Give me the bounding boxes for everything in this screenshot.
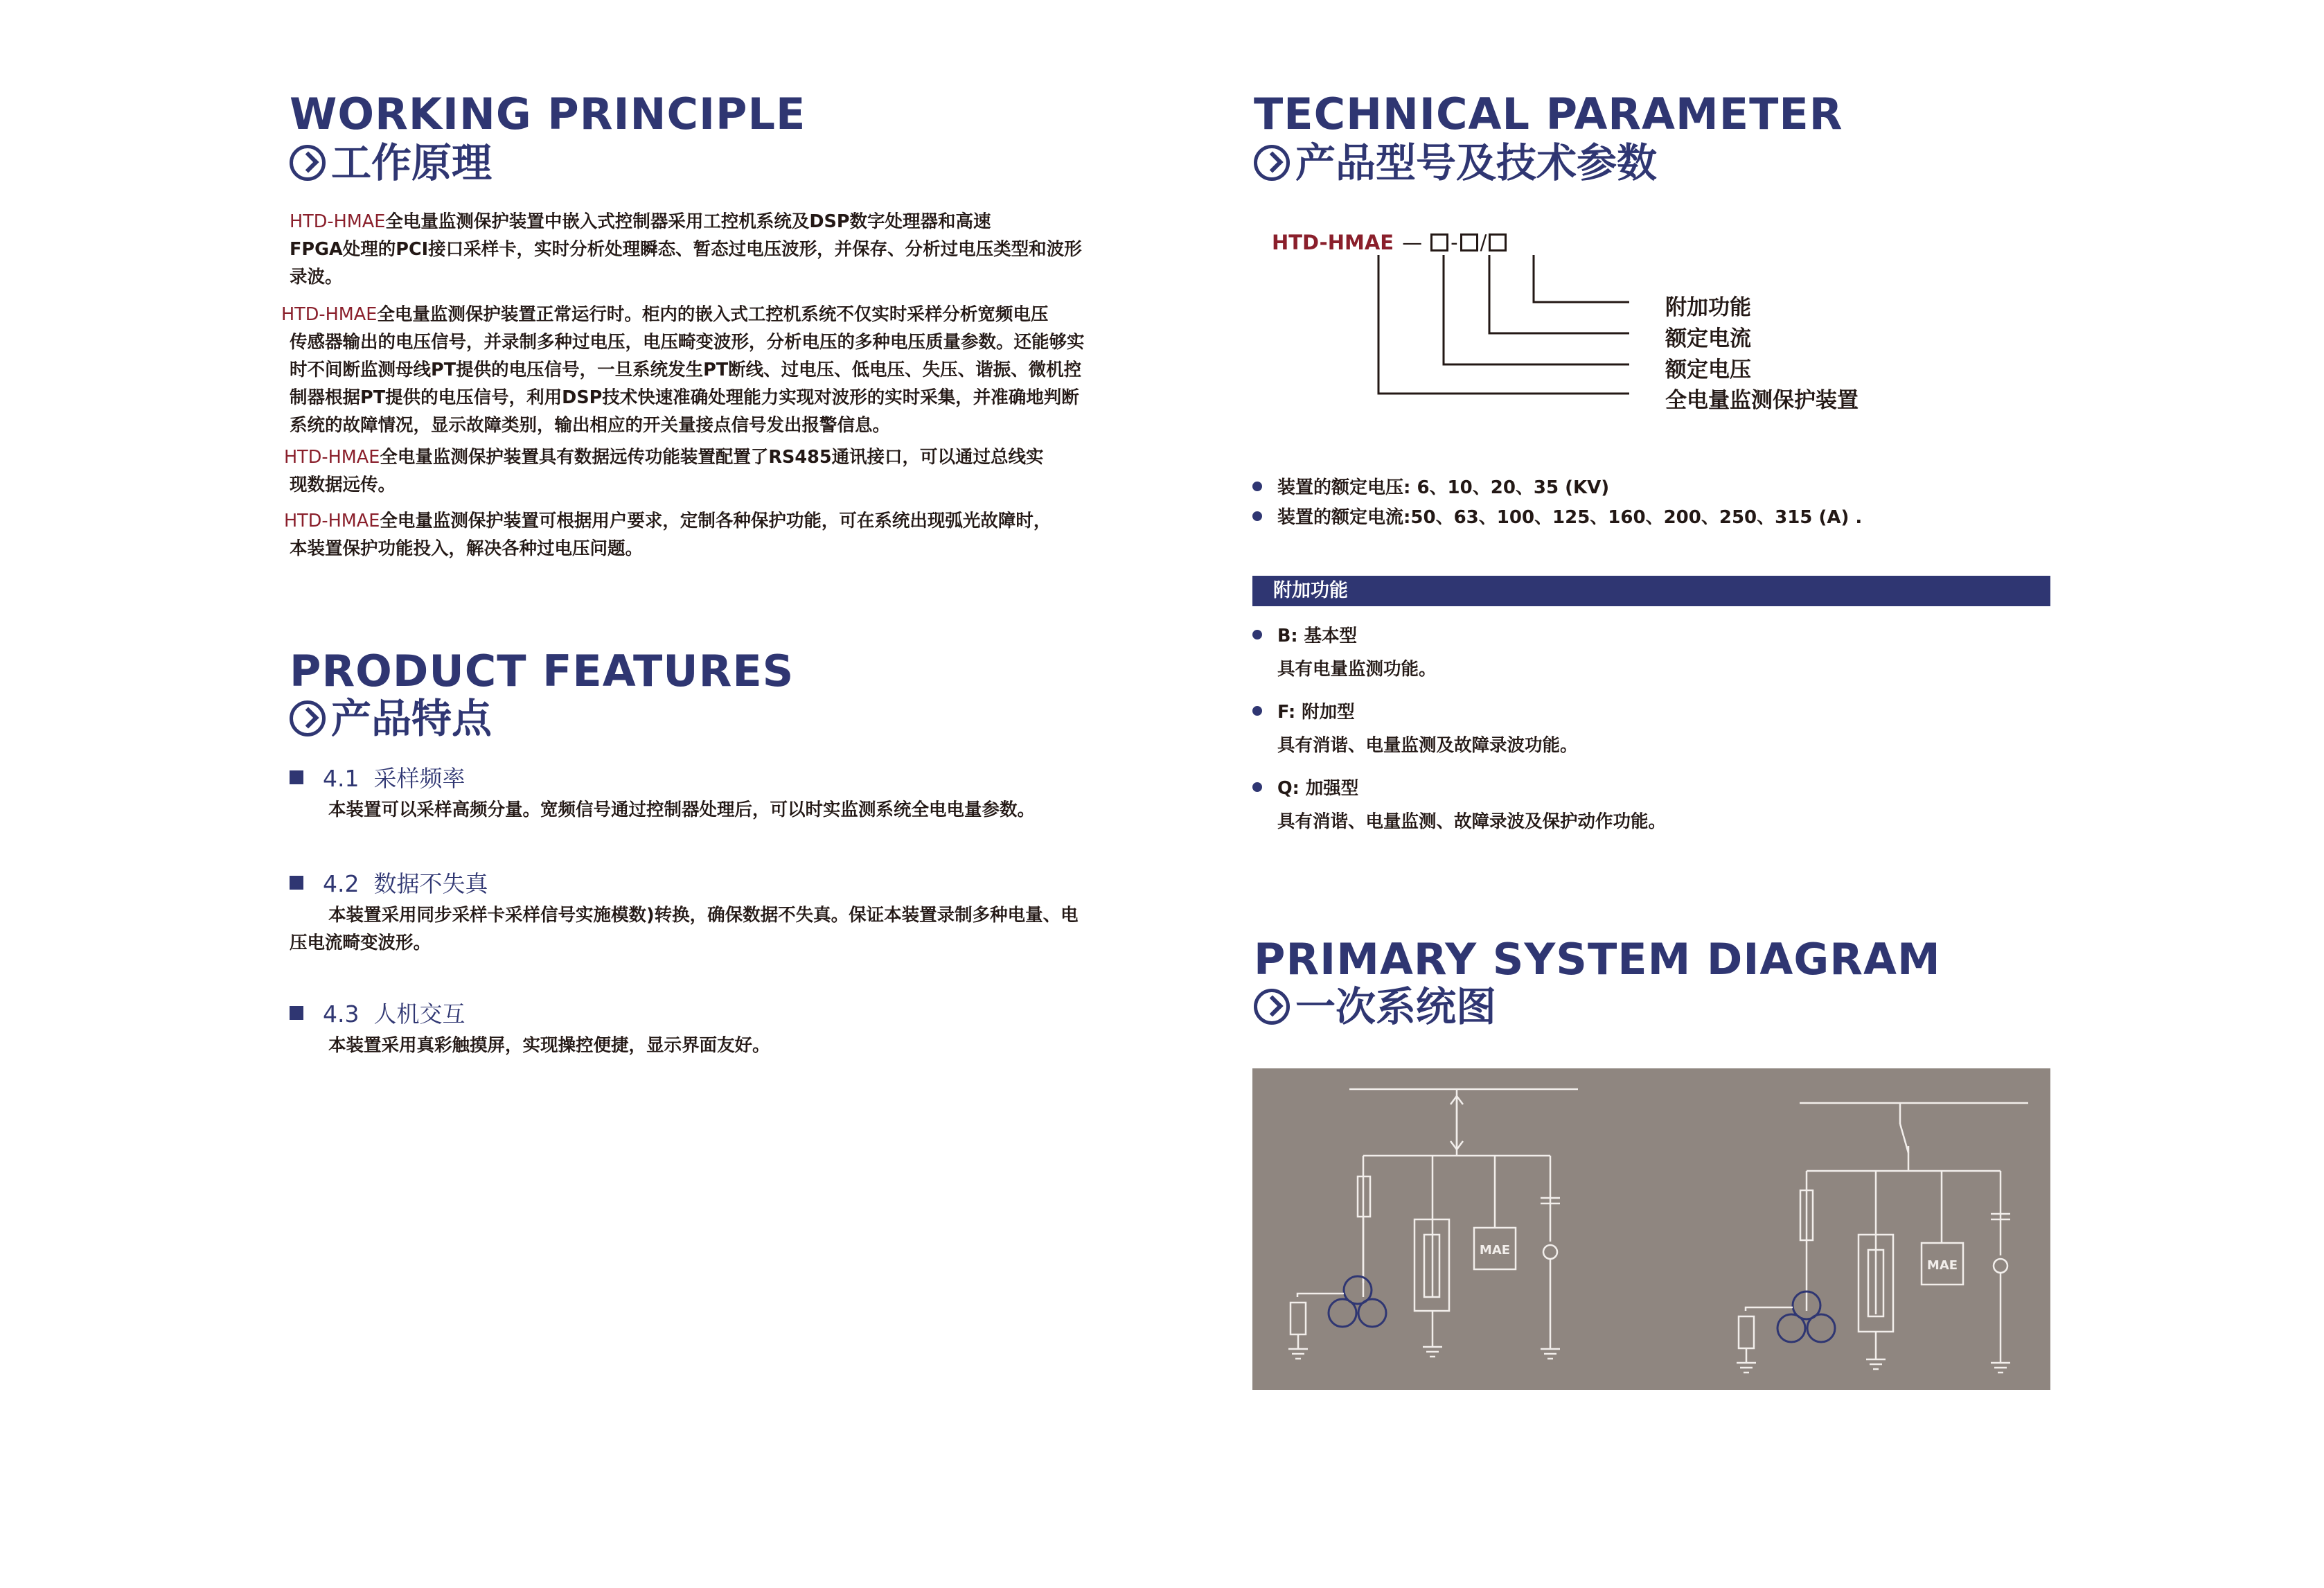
legend-rated-voltage: 额定电压 [1665,358,1751,382]
feature-num: 4.2 [323,870,360,897]
paragraph-line: 全电量监测保护装置正常运行时。柜内的嵌入式工控机系统不仅实时采样分析宽频电压 [377,304,1049,325]
spec-voltage: 装置的额定电压: 6、10、20、35 (KV) [1252,473,1609,499]
mae-device-label-left: MAE [1479,1243,1511,1258]
legend-device-name: 全电量监测保护装置 [1665,388,1859,413]
option-name: Q: 加强型 [1277,778,1359,799]
model-code [1272,231,1507,254]
legend-additional-function: 附加功能 [1665,295,1751,320]
option-additional [1252,698,1578,757]
primary-diagram-title-en: PRIMARY SYSTEM DIAGRAM [1254,934,1941,985]
product-features-title-en: PRODUCT FEATURES [290,646,795,696]
model-legend-lines [1372,255,1649,407]
model-prefix: HTD-HMAE [1272,231,1394,254]
model-dash: — [1402,231,1423,254]
feature-title: 人机交互 [373,1000,465,1027]
technical-parameter-title-en: TECHNICAL PARAMETER [1254,89,1843,139]
square-bullet-icon [290,876,303,890]
square-bullet-icon [290,770,303,784]
chevron-circle-icon [1254,989,1290,1025]
square-bullet-icon [290,1006,303,1020]
model-sep2: / [1480,231,1487,254]
paragraph-line: 全电量监测保护装置中嵌入式控制器采用工控机系统及DSP数字处理器和高速 [385,211,991,232]
product-features-title-cn-text: 产品特点 [331,695,493,742]
bullet-dot-icon [1252,482,1262,491]
options-title-bar: 附加功能 [1252,576,2050,606]
bullet-dot-icon [1252,630,1262,639]
option-desc: 具有消谐、电量监测、故障录波及保护动作功能。 [1277,811,1667,832]
feature-num: 4.1 [323,765,360,792]
function-box [1489,233,1507,252]
paragraph-rest: 本装置保护功能投入，解决各种过电压问题。 [290,538,644,559]
feature-title: 数据不失真 [373,870,488,897]
paragraph-rest: 现数据远传。 [290,475,396,495]
feature-title: 采样频率 [373,765,465,792]
mae-device-label-right: MAE [1926,1258,1958,1273]
model-name: HTD-HMAE [284,511,380,531]
working-principle-title-en: WORKING PRINCIPLE [290,89,806,139]
feature-num: 4.3 [323,1000,360,1027]
principle-paragraph-4 [284,507,1088,563]
feature-item-1 [290,761,1035,824]
feature-text: 本装置可以采样高频分量。宽频信号通过控制器处理后，可以时实监测系统全电电量参数。 [328,800,1036,820]
primary-diagram-title-cn-text: 一次系统图 [1295,983,1497,1030]
paragraph-line: 全电量监测保护装置具有数据远传功能装置配置了RS485通讯接口，可以通过总线实 [380,447,1044,468]
diagram-svg [1252,1068,2050,1390]
current-box [1460,233,1478,252]
feature-text: 本装置采用真彩触摸屏，实现操控便捷，显示界面友好。 [328,1035,770,1056]
principle-paragraph-2 [281,301,1086,439]
technical-parameter-title-cn-text: 产品型号及技术参数 [1295,139,1658,186]
feature-item-2 [290,866,1086,957]
principle-paragraph-3 [284,443,1088,499]
technical-parameter-title-cn [1254,139,1658,186]
primary-diagram-title-cn [1254,983,1497,1030]
product-features-title-cn [290,695,493,742]
feature-text: 本装置采用同步采样卡采样信号实施模数)转换，确保数据不失真。保证本装置录制多种电量、电压电流畸变波形。 [290,905,1079,953]
option-desc: 具有消谐、电量监测及故障录波功能。 [1277,735,1578,756]
legend-rated-current: 额定电流 [1665,326,1751,351]
option-name: F: 附加型 [1277,702,1355,723]
option-enhanced [1252,775,1666,833]
working-principle-title-cn [290,139,493,186]
option-name: B: 基本型 [1277,626,1358,646]
principle-paragraph-1 [290,208,1086,291]
feature-item-3 [290,996,770,1059]
chevron-circle-icon [1254,145,1290,181]
paragraph-rest: FPGA处理的PCI接口采样卡，实时分析处理瞬态、暂态过电压波形，并保存、分析过电压类型和波形录波。 [290,239,1082,288]
option-desc: 具有电量监测功能。 [1277,659,1437,680]
option-basic [1252,622,1437,680]
bullet-dot-icon [1252,706,1262,716]
bullet-dot-icon [1252,511,1262,521]
model-name: HTD-HMAE [284,447,380,468]
chevron-circle-icon [290,700,326,736]
paragraph-rest: 传感器输出的电压信号，并录制多种过电压，电压畸变波形，分析电压的多种电压质量参数。还能够实时不间断监测母线PT提供的电压信号，一旦系统发生PT断线、过电压、低电压、失压、谐振、微机控制器根据PT提供的电压信号，利用DSP技术快速准确处理能力实现对波形的实时采集，并准确地判断系统的故障情况，显示故障类别，输出相应的开关量接点信号发出报警信息。 [290,332,1085,436]
model-name: HTD-HMAE [290,211,386,232]
voltage-box [1430,233,1448,252]
spec-current: 装置的额定电流:50、63、100、125、160、200、250、315 (A) . [1252,503,1862,529]
working-principle-title-cn-text: 工作原理 [331,139,493,186]
model-name: HTD-HMAE [281,304,378,325]
chevron-circle-icon [290,145,326,181]
bullet-dot-icon [1252,782,1262,792]
primary-system-diagram [1252,1068,2050,1390]
paragraph-line: 全电量监测保护装置可根据用户要求，定制各种保护功能，可在系统出现弧光故障时， [380,511,1052,531]
model-sep1: - [1451,231,1458,254]
